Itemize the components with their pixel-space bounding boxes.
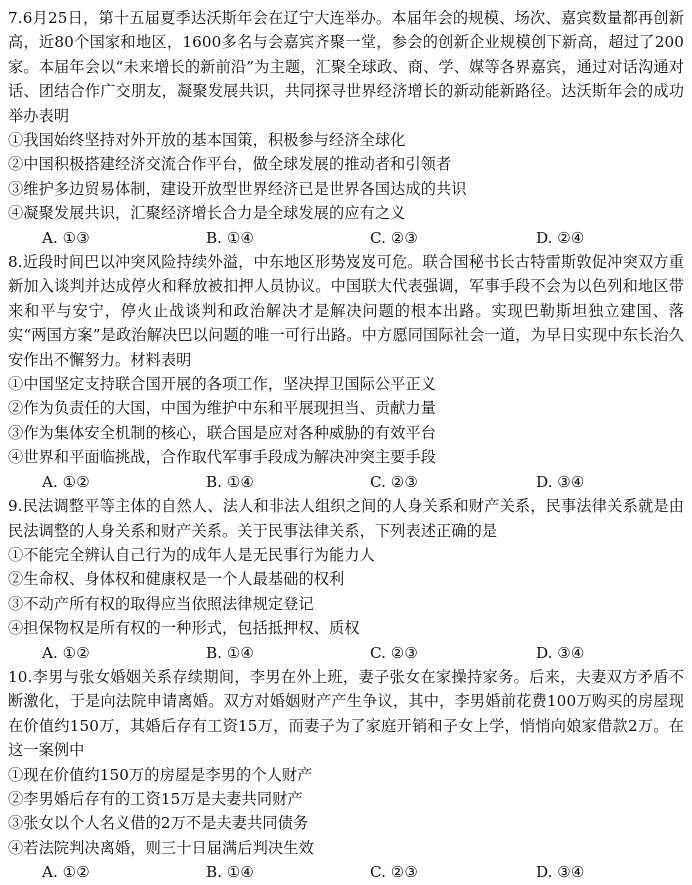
question-7 [8, 6, 684, 250]
question-10-option-a[interactable]: A. ①② [42, 863, 90, 882]
question-7-statements [8, 128, 684, 226]
question-9-option-b[interactable]: B. ①④ [206, 643, 255, 662]
exam-page [8, 6, 684, 885]
question-10-statement-3: ③张女以个人名义借的2万不是夫妻共同债务 [8, 814, 309, 833]
question-8-statement-3: ③作为集体安全机制的核心，联合国是应对各种威胁的有效平台 [8, 423, 437, 442]
question-9-options [8, 641, 684, 665]
question-10-option-d[interactable]: D. ③④ [536, 863, 585, 882]
question-10-stem: 10.李男与张女婚姻关系存续期间，李男在外上班，妻子张女在家操持家务。后来，夫妻双方矛盾不断激化，于是向法院申请离婚。双方对婚姻财产产生争议，其中，李男婚前花费100万购买的房屋现在价值约150万，其婚后存有工资15万，而妻子为了家庭开销和子女上学，悄悄向娘家借款2万。在这一案例中 [8, 667, 684, 760]
question-8-option-b[interactable]: B. ①④ [206, 472, 255, 491]
question-9-statement-1: ①不能完全辨认自己行为的成年人是无民事行为能力人 [8, 545, 375, 564]
question-10-option-c[interactable]: C. ②③ [370, 863, 418, 882]
question-9-statement-4: ④担保物权是所有权的一种形式，包括抵押权、质权 [8, 619, 360, 638]
question-8-statements [8, 372, 684, 470]
question-8 [8, 250, 684, 494]
question-8-options [8, 470, 684, 494]
question-8-statement-2: ②作为负责任的大国，中国为维护中东和平展现担当、贡献力量 [8, 399, 437, 418]
question-8-stem: 8.近段时间巴以冲突风险持续外溢，中东地区形势岌岌可危。联合国秘书长古特雷斯敦促冲突双方重新加入谈判并达成停火和释放被扣押人员协议。中国联大代表强调，军事手段不会为以色列和地区带来和平与安宁，停火止战谈判和政治解决才是解决问题的根本出路。实现巴勒斯坦独立建国、落实“两国方案”是政治解决巴以问题的唯一可行出路。中方愿同国际社会一道，为早日实现中东长治久安作出不懈努力。材料表明 [8, 253, 684, 369]
question-10-statement-4: ④若法院判决离婚，则三十日届满后判决生效 [8, 838, 314, 857]
question-10-options [8, 860, 684, 884]
question-8-statement-4: ④世界和平面临挑战，合作取代军事手段成为解决冲突主要手段 [8, 448, 437, 467]
question-10-statement-2: ②李男婚后存有的工资15万是夫妻共同财产 [8, 789, 303, 808]
question-8-option-d[interactable]: D. ③④ [536, 472, 585, 491]
question-7-statement-1: ①我国始终坚持对外开放的基本国策，积极参与经济全球化 [8, 131, 406, 150]
question-7-option-c[interactable]: C. ②③ [370, 228, 418, 247]
question-7-option-b[interactable]: B. ①④ [206, 228, 255, 247]
question-7-option-a[interactable]: A. ①③ [42, 228, 90, 247]
question-9 [8, 494, 684, 665]
question-9-option-a[interactable]: A. ①② [42, 643, 90, 662]
question-9-stem: 9.民法调整平等主体的自然人、法人和非法人组织之间的人身关系和财产关系，民事法律关系就是由民法调整的人身关系和财产关系。关于民事法律关系，下列表述正确的是 [8, 497, 684, 540]
question-10 [8, 665, 684, 885]
question-7-option-d[interactable]: D. ②④ [536, 228, 585, 247]
question-7-statement-4: ④凝聚发展共识，汇聚经济增长合力是全球发展的应有之义 [8, 204, 406, 223]
question-8-statement-1: ①中国坚定支持联合国开展的各项工作，坚决捍卫国际公平正义 [8, 375, 437, 394]
question-9-statement-3: ③不动产所有权的取得应当依照法律规定登记 [8, 594, 314, 613]
question-7-options [8, 226, 684, 250]
question-7-statement-2: ②中国积极搭建经济交流合作平台，做全球发展的推动者和引领者 [8, 155, 452, 174]
question-9-option-d[interactable]: D. ③④ [536, 643, 585, 662]
question-8-option-c[interactable]: C. ②③ [370, 472, 418, 491]
question-10-statement-1: ①现在价值约150万的房屋是李男的个人财产 [8, 765, 313, 784]
question-7-stem: 7.6月25日，第十五届夏季达沃斯年会在辽宁大连举办。本届年会的规模、场次、嘉宾数量都再创新高，近80个国家和地区，1600多名与会嘉宾齐聚一堂，参会的创新企业规模创下新高，超过了200家。本届年会以“未来增长的新前沿”为主题，汇聚全球政、商、学、媒等各界嘉宾，通过对话沟通对话、团结合作广交朋友，凝聚发展共识，共同探寻世界经济增长的新动能新路径。达沃斯年会的成功举办表明 [8, 9, 684, 125]
question-9-statements [8, 543, 684, 641]
question-10-option-b[interactable]: B. ①④ [206, 863, 255, 882]
question-8-option-a[interactable]: A. ①② [42, 472, 90, 491]
question-9-option-c[interactable]: C. ②③ [370, 643, 418, 662]
question-10-statements [8, 763, 684, 861]
question-7-statement-3: ③维护多边贸易体制，建设开放型世界经济已是世界各国达成的共识 [8, 179, 467, 198]
question-9-statement-2: ②生命权、身体权和健康权是一个人最基础的权利 [8, 570, 345, 589]
